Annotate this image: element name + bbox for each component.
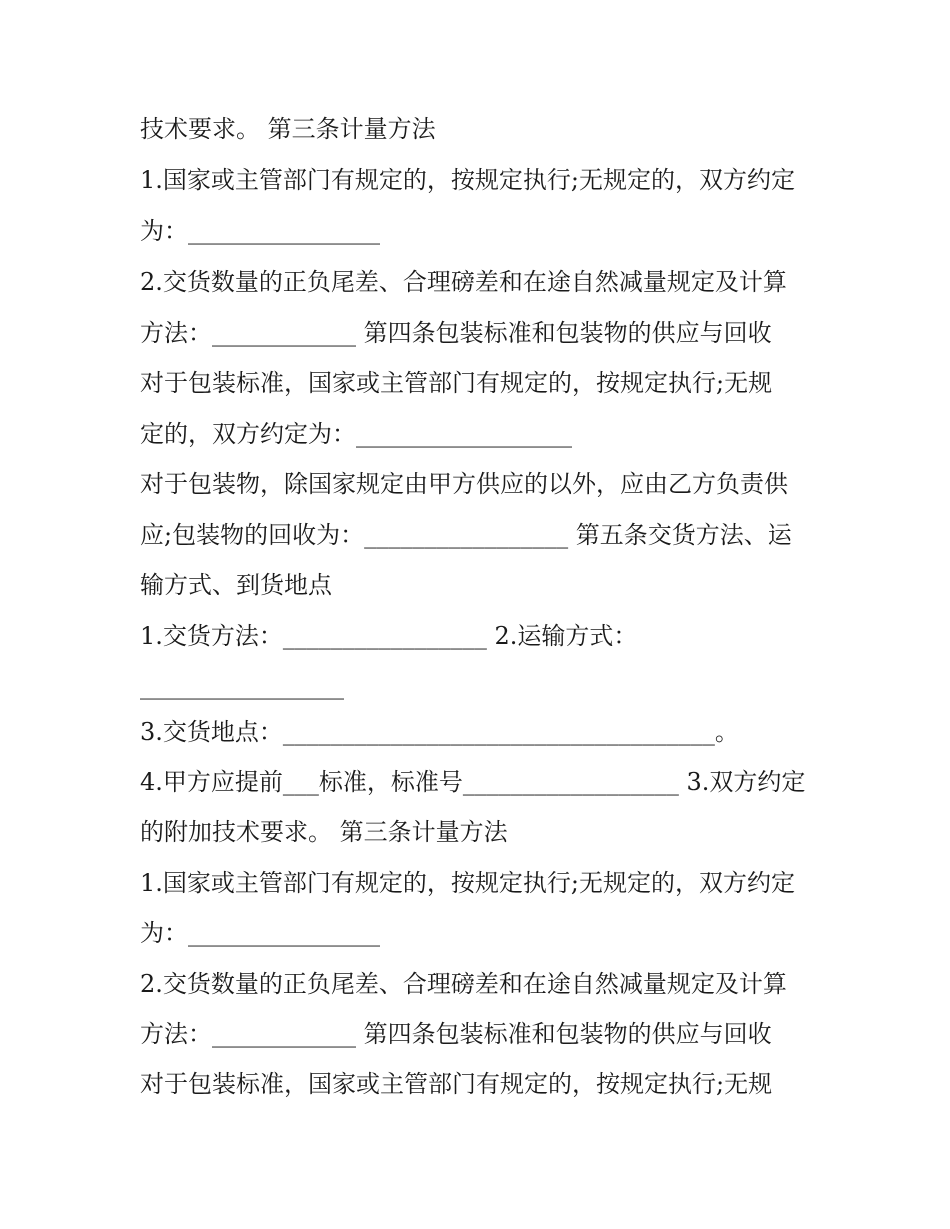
text-line: 4.甲方应提前___标准，标准号__________________ 3.双方约定 [140, 768, 806, 796]
text-line: 3.交货地点：____________________________________。 [140, 718, 739, 746]
text-line: 1.国家或主管部门有规定的，按规定执行;无规定的，双方约定 [140, 166, 795, 194]
text-line: 1.交货方法：_________________ 2.运输方式： [140, 622, 638, 650]
text-line: 方法：____________ 第四条包装标准和包装物的供应与回收 [140, 319, 772, 347]
text-line: 定的，双方约定为：__________________ [140, 420, 572, 448]
text-line: 为：________________ [140, 217, 380, 245]
text-line: 2.交货数量的正负尾差、合理磅差和在途自然减量规定及计算 [140, 268, 787, 296]
text-line: 对于包装物，除国家规定由甲方供应的以外，应由乙方负责供 [140, 470, 788, 498]
text-line: 输方式、到货地点 [140, 571, 332, 599]
text-line: 对于包装标准，国家或主管部门有规定的，按规定执行;无规 [140, 369, 773, 397]
text-line: 方法：____________ 第四条包装标准和包装物的供应与回收 [140, 1020, 772, 1048]
text-line: 2.交货数量的正负尾差、合理磅差和在途自然减量规定及计算 [140, 970, 787, 998]
text-line: 为：________________ [140, 919, 380, 947]
text-line: _________________ [140, 672, 344, 700]
text-line: 应;包装物的回收为：_________________ 第五条交货方法、运 [140, 521, 792, 549]
text-line: 对于包装标准，国家或主管部门有规定的，按规定执行;无规 [140, 1070, 773, 1098]
text-line: 技术要求。 第三条计量方法 [140, 115, 436, 143]
text-line: 的附加技术要求。 第三条计量方法 [140, 818, 508, 846]
text-line: 1.国家或主管部门有规定的，按规定执行;无规定的，双方约定 [140, 869, 795, 897]
